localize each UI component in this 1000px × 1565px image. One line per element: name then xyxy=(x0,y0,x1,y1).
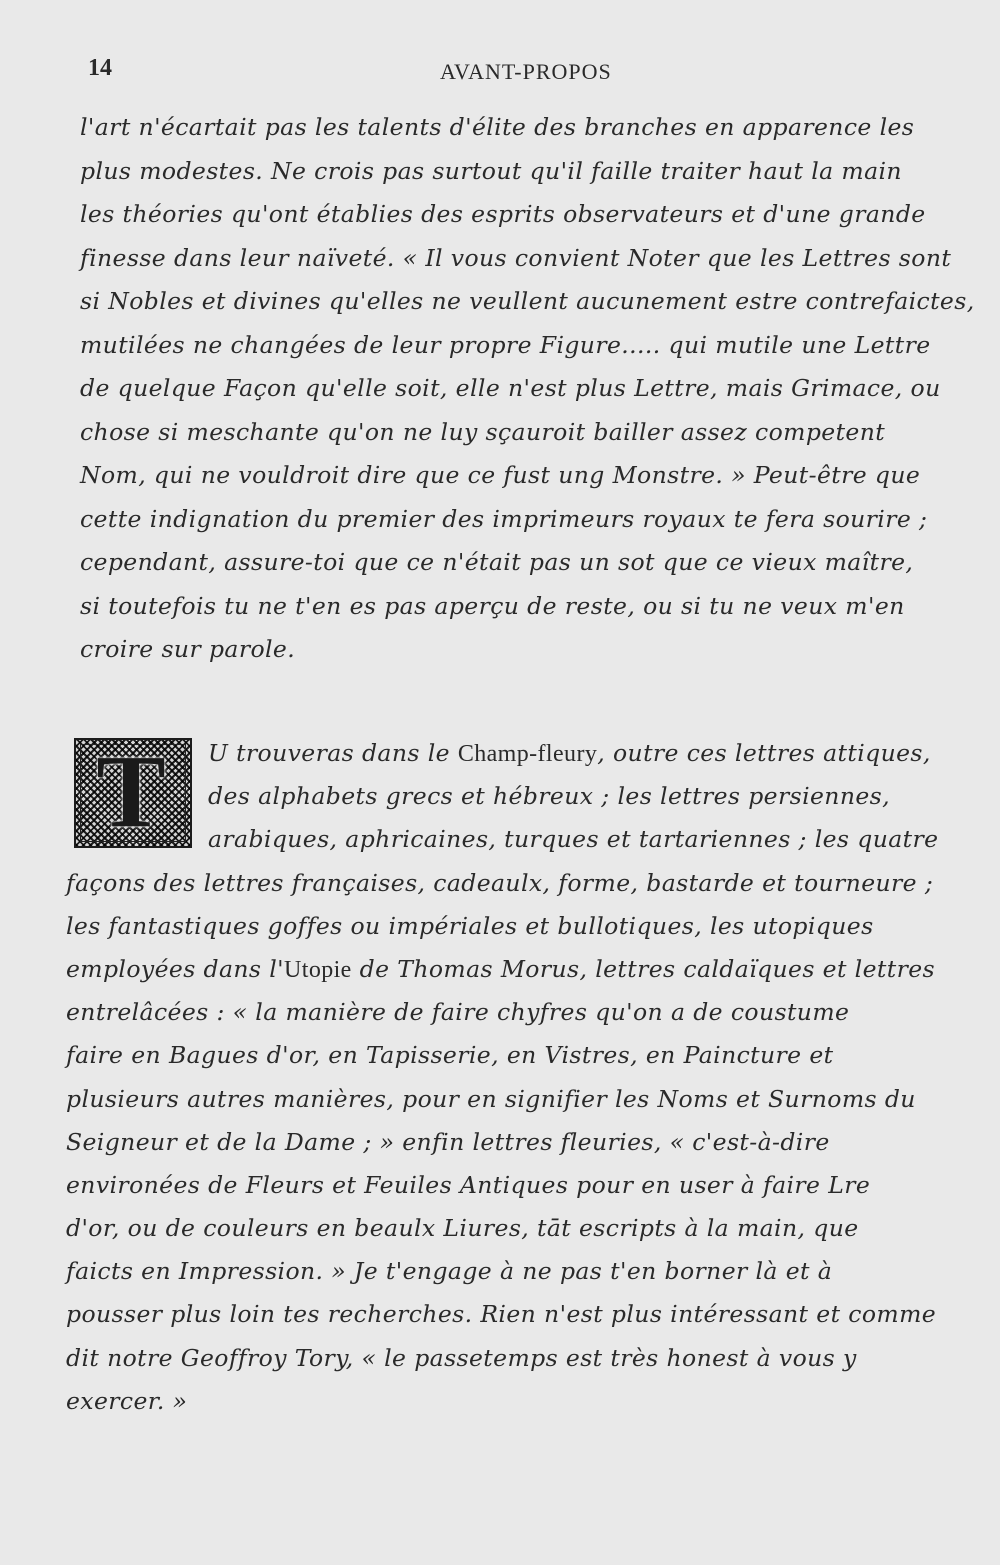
text-line: si Nobles et divines qu'elles ne veullent aucunement estre contrefaictes, xyxy=(80,287,975,315)
running-head xyxy=(0,55,1000,95)
text-run: employées dans l' xyxy=(66,954,285,983)
book-title-champ-fleury: Champ-fleury xyxy=(457,741,598,767)
text-line: façons des lettres françaises, cadeaulx, forme, bastarde et tourneure ; xyxy=(66,868,934,897)
text-line: croire sur parole. xyxy=(80,635,296,663)
book-title-utopie: Utopie xyxy=(284,956,352,983)
text-run: de Thomas Morus, lettres caldaïques et lettres xyxy=(351,954,935,983)
text-line: environées de Fleurs et Feuiles Antiques pour en user à faire Lre xyxy=(66,1170,871,1199)
text-line: des alphabets grecs et hébreux ; les lettres persiennes, xyxy=(208,782,890,811)
text-line: d'or, ou de couleurs en beaulx Liures, tāt escripts à la main, que xyxy=(66,1214,859,1243)
text-line: cette indignation du premier des imprimeurs royaux te fera sourire ; xyxy=(80,504,928,533)
text-run: U trouveras dans le xyxy=(208,739,458,767)
text-line: entrelâcées : « la manière de faire chyfres qu'on a de coustume xyxy=(66,998,850,1027)
text-line: si toutefois tu ne t'en es pas aperçu de reste, ou si tu ne veux m'en xyxy=(80,591,905,620)
text-line: les fantastiques goffes ou impériales et bullotiques, les utopiques xyxy=(66,911,874,940)
text-line: de quelque Façon qu'elle soit, elle n'est plus Lettre, mais Grimace, ou xyxy=(80,374,941,402)
text-line: finesse dans leur naïveté. « Il vous convient Noter que les Lettres sont xyxy=(80,243,952,272)
running-title: AVANT-PROPOS xyxy=(440,59,612,84)
text-line xyxy=(66,948,946,991)
text-line: mutilées ne changées de leur propre Figure..... qui mutile une Lettre xyxy=(80,330,931,359)
text-run: , outre ces lettres attiques, xyxy=(597,739,931,767)
text-line: dit notre Geoffroy Tory, « le passetemps est très honest à vous y xyxy=(66,1343,857,1372)
text-line: arabiques, aphricaines, turques et tartariennes ; les quatre xyxy=(208,825,939,854)
text-line: faire en Bagues d'or, en Tapisserie, en Vistres, en Paincture et xyxy=(66,1041,834,1070)
text-line: l'art n'écartait pas les talents d'élite des branches en apparence les xyxy=(80,113,915,141)
text-line: faicts en Impression. » Je t'engage à ne pas t'en borner là et à xyxy=(66,1257,833,1286)
text-line: cependant, assure-toi que ce n'était pas un sot que ce vieux maître, xyxy=(80,548,914,576)
text-line: Seigneur et de la Dame ; » enfin lettres fleuries, « c'est-à-dire xyxy=(66,1127,830,1156)
paragraph-2 xyxy=(66,732,946,1423)
text-line: plus modestes. Ne crois pas surtout qu'il faille traiter haut la main xyxy=(80,156,902,185)
text-line: les théories qu'ont établies des esprits observateurs et d'une grande xyxy=(80,200,926,228)
drop-cap-letter: T xyxy=(96,734,166,849)
page-number: 14 xyxy=(88,55,112,81)
text-line: chose si meschante qu'on ne luy sçauroit bailler assez competent xyxy=(80,417,886,446)
text-line: Nom, qui ne vouldroit dire que ce fust ung Monstre. » Peut-être que xyxy=(80,461,921,489)
text-line xyxy=(66,732,946,775)
text-line: exercer. » xyxy=(66,1386,188,1415)
text-line: pousser plus loin tes recherches. Rien n'est plus intéressant et comme xyxy=(66,1300,937,1329)
text-line: plusieurs autres manières, pour en signifier les Noms et Surnoms du xyxy=(66,1084,916,1113)
paragraph-1 xyxy=(80,106,975,672)
